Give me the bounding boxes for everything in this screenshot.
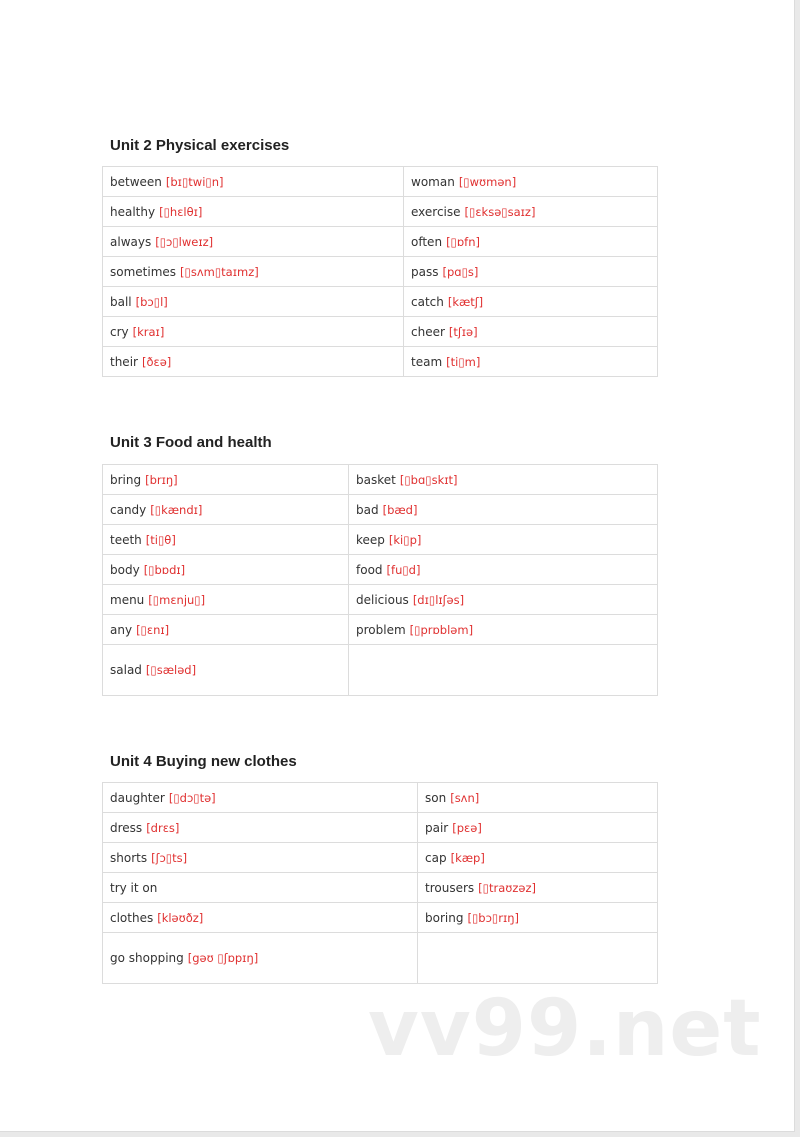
vocab-cell [349, 585, 658, 615]
vocab-ipa: [ki▯p] [388, 532, 422, 547]
table-row [103, 585, 658, 615]
vocab-word: trousers [425, 880, 475, 895]
vocab-cell [103, 813, 418, 843]
empty-cell [349, 645, 658, 696]
vocab-cell [418, 903, 658, 933]
vocab-cell [349, 615, 658, 645]
vocab-word: often [411, 234, 443, 249]
vocab-word: candy [110, 502, 147, 517]
vocab-cell [349, 465, 658, 495]
vocab-word: bad [356, 502, 379, 517]
vocab-ipa: [▯kændɪ] [150, 502, 203, 517]
vocab-cell [103, 257, 404, 287]
vocab-cell [404, 287, 658, 317]
vocab-cell [418, 813, 658, 843]
vocab-ipa: [kləʊðz] [157, 910, 204, 925]
vocab-cell [103, 287, 404, 317]
vocab-ipa: [▯bɑ▯skɪt] [399, 472, 458, 487]
vocab-ipa: [▯ɒfn] [446, 234, 481, 249]
vocab-cell [103, 347, 404, 377]
table-row [103, 227, 658, 257]
table-row [103, 933, 658, 984]
vocab-word: teeth [110, 532, 142, 547]
vocab-ipa: [ʃɔ▯ts] [151, 850, 188, 865]
vocab-word: pass [411, 264, 439, 279]
vocab-ipa: [▯bɔ▯rɪŋ] [467, 910, 519, 925]
table-row [103, 525, 658, 555]
vocab-ipa: [bɪ▯twi▯n] [165, 174, 224, 189]
vocab-ipa: [gəʊ ▯ʃɒpɪŋ] [187, 951, 259, 965]
vocab-ipa: [▯prɒbləm] [409, 622, 474, 637]
table-row [103, 495, 658, 525]
vocab-ipa: [▯traʊzəz] [478, 880, 536, 895]
unit-3-title: Unit 3 Food and health [110, 434, 272, 451]
vocab-ipa: [▯mɛnju▯] [148, 592, 206, 607]
vocab-cell [404, 317, 658, 347]
vocab-word: between [110, 174, 162, 189]
vocab-ipa: [ti▯θ] [145, 532, 176, 547]
vocab-cell [103, 197, 404, 227]
vocab-word: exercise [411, 204, 461, 219]
vocab-word: shorts [110, 850, 148, 865]
unit-2-vocab-table [102, 166, 658, 377]
vocab-cell [103, 525, 349, 555]
table-row [103, 903, 658, 933]
vocab-ipa: [▯ɔ▯lweɪz] [155, 234, 214, 249]
vocab-ipa: [kæp] [450, 850, 485, 865]
table-row [103, 783, 658, 813]
vocab-word: daughter [110, 790, 165, 805]
vocab-ipa: [bæd] [382, 502, 418, 517]
vocab-ipa: [pɛə] [452, 820, 482, 835]
vocab-ipa: [▯bɒdɪ] [143, 562, 186, 577]
unit-3-vocab-table [102, 464, 658, 696]
vocab-cell [103, 645, 349, 696]
vocab-word: keep [356, 532, 385, 547]
vocab-word: try it on [110, 880, 158, 895]
vocab-cell [418, 783, 658, 813]
unit-2-title: Unit 2 Physical exercises [110, 137, 290, 154]
vocab-word: pair [425, 820, 449, 835]
vocab-ipa: [▯sæləd] [145, 663, 197, 677]
table-row [103, 317, 658, 347]
vocab-ipa: [drɛs] [146, 820, 180, 835]
vocab-word: menu [110, 592, 145, 607]
vocab-word: team [411, 354, 443, 369]
vocab-cell [103, 495, 349, 525]
vocab-cell [404, 167, 658, 197]
vocab-ipa: [ðɛə] [141, 354, 172, 369]
table-row [103, 197, 658, 227]
unit-4-title: Unit 4 Buying new clothes [110, 753, 297, 770]
vocab-cell [103, 465, 349, 495]
vocab-ipa: [▯wʊmən] [458, 174, 517, 189]
vocab-word: woman [411, 174, 455, 189]
vocab-cell [418, 843, 658, 873]
vocab-word: go shopping [110, 951, 184, 965]
table-row [103, 167, 658, 197]
vocab-word: cheer [411, 324, 445, 339]
vocab-word: delicious [356, 592, 409, 607]
vocab-ipa: [▯sʌm▯taɪmz] [180, 264, 259, 279]
vocab-cell [404, 227, 658, 257]
vocab-word: problem [356, 622, 406, 637]
table-row [103, 287, 658, 317]
vocab-ipa: [bɔ▯l] [135, 294, 168, 309]
vocab-cell [103, 843, 418, 873]
vocab-word: cap [425, 850, 447, 865]
vocab-cell [103, 585, 349, 615]
vocab-ipa: [pɑ▯s] [442, 264, 479, 279]
vocab-cell [404, 347, 658, 377]
table-row [103, 465, 658, 495]
vocab-cell [418, 873, 658, 903]
vocab-cell [103, 555, 349, 585]
table-row [103, 843, 658, 873]
vocab-ipa: [kraɪ] [132, 324, 165, 339]
vocab-word: cry [110, 324, 129, 339]
vocab-ipa: [ti▯m] [446, 354, 481, 369]
vocab-ipa: [▯dɔ▯tə] [168, 790, 216, 805]
vocab-word: always [110, 234, 152, 249]
vocab-ipa: [▯hɛlθɪ] [159, 204, 203, 219]
vocab-cell [404, 197, 658, 227]
vocab-word: sometimes [110, 264, 177, 279]
vocab-cell [349, 525, 658, 555]
vocab-cell [103, 227, 404, 257]
vocab-cell [103, 317, 404, 347]
table-row [103, 555, 658, 585]
vocab-ipa: [kætʃ] [447, 294, 484, 309]
vocab-word: boring [425, 910, 464, 925]
vocab-ipa: [brɪŋ] [145, 472, 178, 487]
table-row [103, 645, 658, 696]
table-row [103, 615, 658, 645]
vocab-word: food [356, 562, 383, 577]
vocab-cell [404, 257, 658, 287]
table-row [103, 873, 658, 903]
vocab-cell [103, 615, 349, 645]
vocab-word: bring [110, 472, 142, 487]
vocab-cell [349, 555, 658, 585]
vocab-ipa: [fu▯d] [386, 562, 421, 577]
vocab-word: catch [411, 294, 444, 309]
vocab-cell [103, 873, 418, 903]
vocab-word: dress [110, 820, 143, 835]
vocab-word: clothes [110, 910, 154, 925]
vocab-word: healthy [110, 204, 156, 219]
empty-cell [418, 933, 658, 984]
table-row [103, 257, 658, 287]
vocab-cell [349, 495, 658, 525]
vocab-word: body [110, 562, 140, 577]
watermark: vv99.net [368, 984, 762, 1074]
vocab-ipa: [tʃɪə] [448, 324, 478, 339]
vocab-word: son [425, 790, 447, 805]
table-row [103, 813, 658, 843]
vocab-word: their [110, 354, 138, 369]
vocab-cell [103, 783, 418, 813]
vocab-word: ball [110, 294, 132, 309]
unit-4-vocab-table [102, 782, 658, 984]
vocab-word: salad [110, 663, 142, 677]
vocab-ipa: [sʌn] [450, 790, 480, 805]
vocab-word: any [110, 622, 133, 637]
vocab-ipa: [dɪ▯lɪʃəs] [412, 592, 465, 607]
vocab-ipa: [▯ɛksə▯saɪz] [464, 204, 536, 219]
vocab-cell [103, 933, 418, 984]
vocab-cell [103, 903, 418, 933]
vocab-word: basket [356, 472, 396, 487]
vocab-ipa: [▯ɛnɪ] [136, 622, 170, 637]
vocab-cell [103, 167, 404, 197]
table-row [103, 347, 658, 377]
